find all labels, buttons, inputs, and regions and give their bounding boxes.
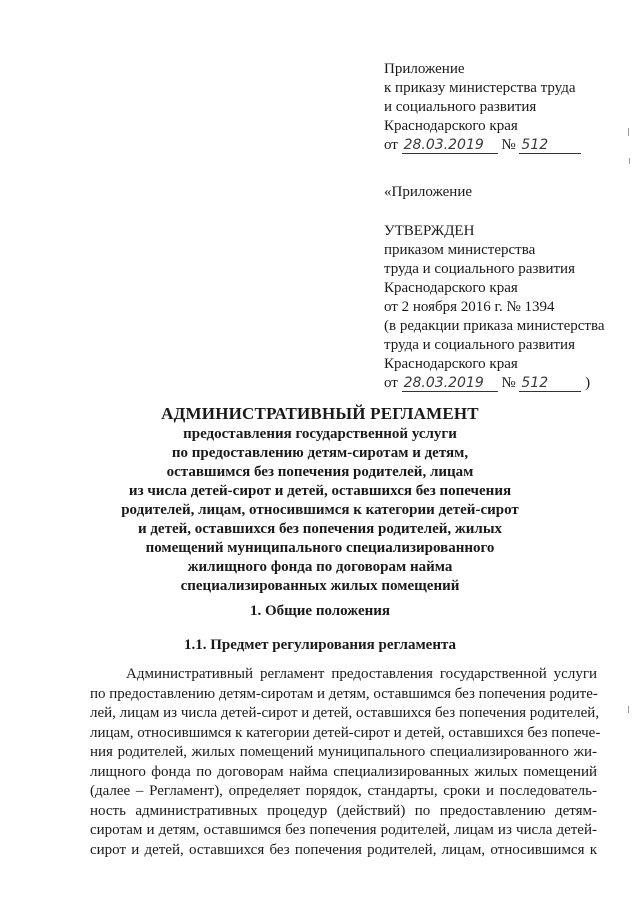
handwritten-date: 28.03.2019 [402,375,498,392]
approval-line: приказом министерства [384,242,536,258]
scan-mark [628,706,629,713]
title-line: оставшимся без попечения родителей, лицам [166,464,474,480]
regulation-title [100,403,540,596]
handwritten-number: 512 [519,137,581,154]
approval-line: от 2 ноября 2016 г. № 1394 [384,299,555,315]
approval-date-line [384,374,605,393]
closing-paren: ) [585,375,591,391]
section-heading-1: 1. Общие положения [249,603,391,619]
body-paragraph [90,665,601,860]
approval-line: Краснодарского края [384,356,518,372]
number-prefix: № [501,375,516,391]
approval-line: труда и социального развития [384,337,575,353]
body-line: по предоставлению детям-сиротам и детям, оставшимся без попечения родите- [90,685,598,702]
body-line: лищного фонда по договорам найма специализированных жилых помещений [90,763,597,780]
scan-mark [629,158,630,164]
approval-block [384,183,472,202]
approval-opening: «Приложение [384,184,473,200]
title-line: из числа детей-сирот и детей, оставшихся без попечения [128,483,512,499]
title-line: помещений муниципального специализированного [145,540,495,556]
approval-line: (в редакции приказа министерства [384,318,605,334]
body-line: сирот и детей, оставшихся без попечения родителей, лицам, относившимся к [90,841,597,858]
title-line: предоставления государственной услуги [183,426,457,442]
header-line: к приказу министерства труда [384,80,576,96]
body-line: (далее – Регламент), определяет порядок, стандарты, сроки и последователь- [90,783,597,799]
title-line: и детей, оставшихся без попечения родителей, жилых [137,521,503,537]
title-line: жилищного фонда по договорам найма [187,559,453,575]
approval-line: Краснодарского края [384,280,518,296]
header-line: и социального развития [384,99,537,115]
date-prefix: от [384,137,398,153]
section-heading-1-1: 1.1. Предмет регулирования регламента [183,637,457,653]
body-line: ния родителей, жилых помещений муниципального специализированного жи- [90,744,597,760]
date-prefix: от [384,375,398,391]
body-line: ность административных процедур (действий) по предоставлению детям- [90,802,597,819]
body-line: Административный регламент предоставления государственной услуги [126,666,597,682]
header-line: Приложение [384,61,465,77]
header-line: Краснодарского края [384,118,518,134]
header-date-line [384,136,581,155]
scan-mark [628,128,629,136]
title-line: по предоставлению детям-сиротам и детям, [171,445,469,461]
body-line: сиротам и детям, оставшимся без попечения родителей, лицам из числа детей- [90,822,597,838]
title-line: родителей, лицам, относившимся к категории детей-сирот [121,502,519,518]
body-line: лицам, относившимся к категории детей-сирот и детей, оставшихся без попече- [90,724,601,741]
handwritten-date: 28.03.2019 [402,137,498,154]
approval-details [384,222,605,393]
number-prefix: № [501,137,516,153]
body-line: лей, лицам из числа детей-сирот и детей, оставшихся без попечения родителей, [90,705,600,721]
handwritten-number: 512 [519,375,581,392]
title-main: АДМИНИСТРАТИВНЫЙ РЕГЛАМЕНТ [161,404,479,423]
approval-line: труда и социального развития [384,261,575,277]
approved-label: УТВЕРЖДЕН [384,223,475,239]
title-line: специализированных жилых помещений [180,578,460,594]
appendix-header [384,60,581,155]
